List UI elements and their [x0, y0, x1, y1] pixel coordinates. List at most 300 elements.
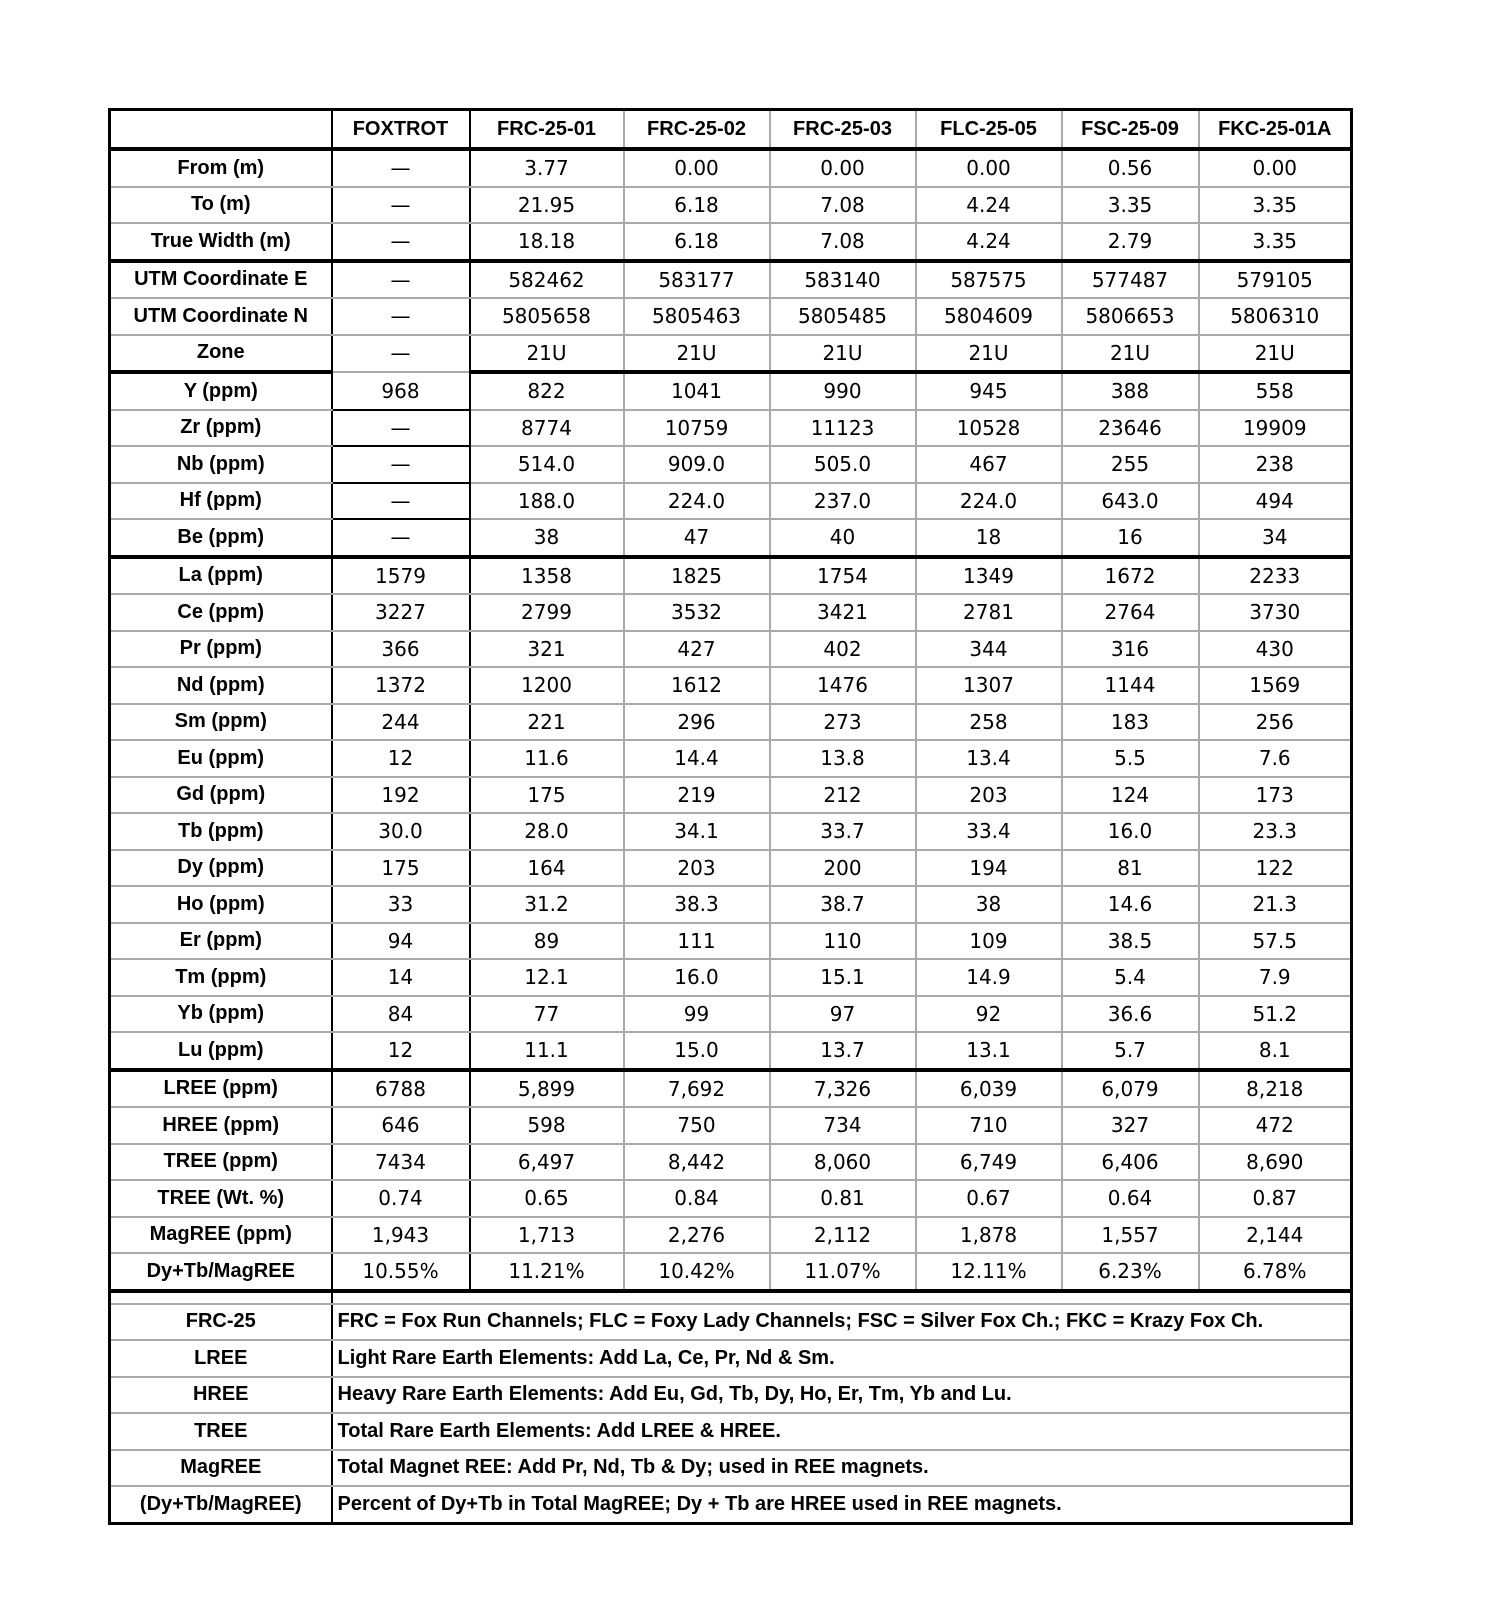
cell-value: 430	[1199, 631, 1352, 668]
row-label: Hf (ppm)	[110, 483, 332, 520]
cell-value: 8774	[470, 410, 624, 447]
cell-value: 472	[1199, 1107, 1352, 1144]
cell-value: 40	[770, 519, 916, 557]
column-header: FRC-25-02	[624, 110, 770, 150]
legend-definition: Percent of Dy+Tb in Total MagREE; Dy + Tb are HREE used in REE magnets.	[332, 1486, 1352, 1523]
row-label: LREE (ppm)	[110, 1070, 332, 1108]
assay-results-sheet	[108, 108, 1353, 1525]
cell-value: 7.6	[1199, 740, 1352, 777]
row-label: Pr (ppm)	[110, 631, 332, 668]
cell-value: 97	[770, 996, 916, 1033]
column-header: FKC-25-01A	[1199, 110, 1352, 150]
row-label: Nd (ppm)	[110, 667, 332, 704]
cell-value: 11.07%	[770, 1253, 916, 1291]
row-label: Zr (ppm)	[110, 410, 332, 447]
cell-value: 1372	[332, 667, 470, 704]
cell-value: 327	[1062, 1107, 1199, 1144]
cell-value: 7.08	[770, 187, 916, 224]
row-label: TREE (ppm)	[110, 1144, 332, 1181]
cell-value: 316	[1062, 631, 1199, 668]
cell-value: 0.67	[916, 1180, 1062, 1217]
cell-value: 194	[916, 850, 1062, 887]
cell-value: 99	[624, 996, 770, 1033]
cell-value: 1144	[1062, 667, 1199, 704]
cell-value: 7434	[332, 1144, 470, 1181]
cell-value: 427	[624, 631, 770, 668]
cell-value: 224.0	[916, 483, 1062, 520]
spacer-cell	[332, 1291, 1352, 1304]
cell-value: 36.6	[1062, 996, 1199, 1033]
table-row	[110, 298, 1352, 335]
cell-value: 5806310	[1199, 298, 1352, 335]
row-label: Be (ppm)	[110, 519, 332, 557]
cell-value: 224.0	[624, 483, 770, 520]
cell-value: 57.5	[1199, 923, 1352, 960]
cell-value: 12.11%	[916, 1253, 1062, 1291]
cell-value: 5805485	[770, 298, 916, 335]
cell-value: 31.2	[470, 886, 624, 923]
row-label: Dy (ppm)	[110, 850, 332, 887]
cell-value: 21U	[470, 335, 624, 373]
cell-value: 13.4	[916, 740, 1062, 777]
cell-value: 1200	[470, 667, 624, 704]
cell-value: 2781	[916, 594, 1062, 631]
table-row	[110, 704, 1352, 741]
table-row	[110, 410, 1352, 447]
cell-value: 577487	[1062, 261, 1199, 299]
cell-value: 0.64	[1062, 1180, 1199, 1217]
cell-value: 3532	[624, 594, 770, 631]
cell-value: 582462	[470, 261, 624, 299]
table-row	[110, 1032, 1352, 1070]
cell-value: 81	[1062, 850, 1199, 887]
cell-value: 750	[624, 1107, 770, 1144]
table-row	[110, 446, 1352, 483]
cell-value: —	[332, 298, 470, 335]
row-label: Lu (ppm)	[110, 1032, 332, 1070]
cell-value: 1,557	[1062, 1217, 1199, 1254]
legend-row	[110, 1450, 1352, 1487]
cell-value: 47	[624, 519, 770, 557]
cell-value: 7,326	[770, 1070, 916, 1108]
cell-value: 84	[332, 996, 470, 1033]
cell-value: 296	[624, 704, 770, 741]
cell-value: 237.0	[770, 483, 916, 520]
cell-value: 2,276	[624, 1217, 770, 1254]
cell-value: 203	[624, 850, 770, 887]
cell-value: 1825	[624, 557, 770, 595]
cell-value: 646	[332, 1107, 470, 1144]
cell-value: 0.00	[770, 149, 916, 187]
spacer-row	[110, 1291, 1352, 1304]
cell-value: 33	[332, 886, 470, 923]
cell-value: 23646	[1062, 410, 1199, 447]
cell-value: 0.65	[470, 1180, 624, 1217]
cell-value: 238	[1199, 446, 1352, 483]
cell-value: 110	[770, 923, 916, 960]
cell-value: 175	[470, 777, 624, 814]
cell-value: 192	[332, 777, 470, 814]
cell-value: 175	[332, 850, 470, 887]
column-header: FSC-25-09	[1062, 110, 1199, 150]
cell-value: 13.8	[770, 740, 916, 777]
cell-value: 21U	[770, 335, 916, 373]
cell-value: 1476	[770, 667, 916, 704]
cell-value: 4.24	[916, 187, 1062, 224]
cell-value: 6.78%	[1199, 1253, 1352, 1291]
row-label: Eu (ppm)	[110, 740, 332, 777]
cell-value: 3.77	[470, 149, 624, 187]
cell-value: 2.79	[1062, 223, 1199, 261]
cell-value: 1579	[332, 557, 470, 595]
column-header: FOXTROT	[332, 110, 470, 150]
cell-value: 38.5	[1062, 923, 1199, 960]
cell-value: 3730	[1199, 594, 1352, 631]
cell-value: 89	[470, 923, 624, 960]
cell-value: 8,218	[1199, 1070, 1352, 1108]
cell-value: —	[332, 223, 470, 261]
legend-definition: Heavy Rare Earth Elements: Add Eu, Gd, Tb, Dy, Ho, Er, Tm, Yb and Lu.	[332, 1377, 1352, 1414]
column-header: FRC-25-03	[770, 110, 916, 150]
table-row	[110, 813, 1352, 850]
cell-value: 18	[916, 519, 1062, 557]
row-label: UTM Coordinate N	[110, 298, 332, 335]
cell-value: 8.1	[1199, 1032, 1352, 1070]
cell-value: 1307	[916, 667, 1062, 704]
cell-value: 13.7	[770, 1032, 916, 1070]
cell-value: 321	[470, 631, 624, 668]
cell-value: 219	[624, 777, 770, 814]
cell-value: 1612	[624, 667, 770, 704]
cell-value: 221	[470, 704, 624, 741]
table-row	[110, 667, 1352, 704]
cell-value: 14.9	[916, 959, 1062, 996]
cell-value: 173	[1199, 777, 1352, 814]
table-row	[110, 594, 1352, 631]
cell-value: 0.56	[1062, 149, 1199, 187]
row-label: Sm (ppm)	[110, 704, 332, 741]
cell-value: 1358	[470, 557, 624, 595]
cell-value: 11123	[770, 410, 916, 447]
cell-value: 19909	[1199, 410, 1352, 447]
cell-value: 5806653	[1062, 298, 1199, 335]
cell-value: 51.2	[1199, 996, 1352, 1033]
cell-value: 344	[916, 631, 1062, 668]
legend-row	[110, 1340, 1352, 1377]
cell-value: 1,713	[470, 1217, 624, 1254]
cell-value: 15.0	[624, 1032, 770, 1070]
cell-value: 5,899	[470, 1070, 624, 1108]
cell-value: 12	[332, 1032, 470, 1070]
cell-value: 21U	[1199, 335, 1352, 373]
table-row	[110, 1070, 1352, 1108]
cell-value: 12.1	[470, 959, 624, 996]
cell-value: 583140	[770, 261, 916, 299]
cell-value: 21.95	[470, 187, 624, 224]
cell-value: 909.0	[624, 446, 770, 483]
legend-definition: Total Rare Earth Elements: Add LREE & HREE.	[332, 1413, 1352, 1450]
cell-value: 77	[470, 996, 624, 1033]
table-row	[110, 631, 1352, 668]
cell-value: —	[332, 446, 470, 483]
cell-value: 0.00	[1199, 149, 1352, 187]
cell-value: 14.4	[624, 740, 770, 777]
spacer-cell	[110, 1291, 332, 1304]
row-label: Y (ppm)	[110, 372, 332, 410]
legend-row	[110, 1304, 1352, 1341]
cell-value: 2,112	[770, 1217, 916, 1254]
cell-value: 558	[1199, 372, 1352, 410]
row-label: Tb (ppm)	[110, 813, 332, 850]
row-label: Ho (ppm)	[110, 886, 332, 923]
cell-value: 188.0	[470, 483, 624, 520]
cell-value: 583177	[624, 261, 770, 299]
cell-value: 1349	[916, 557, 1062, 595]
cell-value: 5.5	[1062, 740, 1199, 777]
cell-value: 366	[332, 631, 470, 668]
cell-value: 21U	[624, 335, 770, 373]
assay-table	[108, 108, 1353, 1525]
legend-definition: FRC = Fox Run Channels; FLC = Foxy Lady Channels; FSC = Silver Fox Ch.; FKC = Krazy Fox Ch.	[332, 1304, 1352, 1341]
cell-value: 6,406	[1062, 1144, 1199, 1181]
legend-row	[110, 1486, 1352, 1523]
table-row	[110, 886, 1352, 923]
table-row	[110, 261, 1352, 299]
row-label: Gd (ppm)	[110, 777, 332, 814]
cell-value: 1,943	[332, 1217, 470, 1254]
cell-value: 255	[1062, 446, 1199, 483]
cell-value: 0.00	[624, 149, 770, 187]
cell-value: —	[332, 261, 470, 299]
cell-value: 34	[1199, 519, 1352, 557]
cell-value: 11.1	[470, 1032, 624, 1070]
row-label: TREE (Wt. %)	[110, 1180, 332, 1217]
cell-value: 494	[1199, 483, 1352, 520]
header-row	[110, 110, 1352, 150]
cell-value: 968	[332, 372, 470, 410]
legend-term: FRC-25	[110, 1304, 332, 1341]
table-row	[110, 1217, 1352, 1254]
cell-value: 10528	[916, 410, 1062, 447]
row-label: Tm (ppm)	[110, 959, 332, 996]
row-label: UTM Coordinate E	[110, 261, 332, 299]
cell-value: 183	[1062, 704, 1199, 741]
cell-value: 3.35	[1199, 187, 1352, 224]
cell-value: 5804609	[916, 298, 1062, 335]
cell-value: 16.0	[624, 959, 770, 996]
cell-value: —	[332, 410, 470, 447]
cell-value: 1569	[1199, 667, 1352, 704]
cell-value: 5.7	[1062, 1032, 1199, 1070]
table-row	[110, 483, 1352, 520]
cell-value: 6,497	[470, 1144, 624, 1181]
table-row	[110, 996, 1352, 1033]
cell-value: —	[332, 187, 470, 224]
cell-value: 8,060	[770, 1144, 916, 1181]
row-label: Yb (ppm)	[110, 996, 332, 1033]
cell-value: 587575	[916, 261, 1062, 299]
cell-value: 7.08	[770, 223, 916, 261]
table-row	[110, 1253, 1352, 1291]
cell-value: 6.18	[624, 223, 770, 261]
table-row	[110, 740, 1352, 777]
header-corner	[110, 110, 332, 150]
cell-value: 2764	[1062, 594, 1199, 631]
cell-value: 258	[916, 704, 1062, 741]
cell-value: 5.4	[1062, 959, 1199, 996]
cell-value: 2233	[1199, 557, 1352, 595]
cell-value: 13.1	[916, 1032, 1062, 1070]
cell-value: 643.0	[1062, 483, 1199, 520]
table-row	[110, 777, 1352, 814]
cell-value: —	[332, 335, 470, 373]
cell-value: 33.7	[770, 813, 916, 850]
cell-value: 467	[916, 446, 1062, 483]
cell-value: 94	[332, 923, 470, 960]
cell-value: 1754	[770, 557, 916, 595]
legend-row	[110, 1377, 1352, 1414]
cell-value: 34.1	[624, 813, 770, 850]
cell-value: 203	[916, 777, 1062, 814]
cell-value: 505.0	[770, 446, 916, 483]
cell-value: 11.21%	[470, 1253, 624, 1291]
cell-value: 16	[1062, 519, 1199, 557]
cell-value: 6.23%	[1062, 1253, 1199, 1291]
cell-value: 734	[770, 1107, 916, 1144]
table-row	[110, 1107, 1352, 1144]
cell-value: 6,079	[1062, 1070, 1199, 1108]
row-label: Ce (ppm)	[110, 594, 332, 631]
table-row	[110, 372, 1352, 410]
cell-value: 2,144	[1199, 1217, 1352, 1254]
cell-value: 14	[332, 959, 470, 996]
cell-value: 21.3	[1199, 886, 1352, 923]
cell-value: 28.0	[470, 813, 624, 850]
row-label: To (m)	[110, 187, 332, 224]
row-label: Nb (ppm)	[110, 446, 332, 483]
cell-value: 990	[770, 372, 916, 410]
cell-value: 0.81	[770, 1180, 916, 1217]
cell-value: 10.42%	[624, 1253, 770, 1291]
cell-value: 0.74	[332, 1180, 470, 1217]
cell-value: 38	[470, 519, 624, 557]
cell-value: 33.4	[916, 813, 1062, 850]
legend-term: (Dy+Tb/MagREE)	[110, 1486, 332, 1523]
row-label: Dy+Tb/MagREE	[110, 1253, 332, 1291]
cell-value: 109	[916, 923, 1062, 960]
cell-value: 3.35	[1199, 223, 1352, 261]
cell-value: 388	[1062, 372, 1199, 410]
cell-value: 6.18	[624, 187, 770, 224]
legend-row	[110, 1413, 1352, 1450]
cell-value: 21U	[916, 335, 1062, 373]
cell-value: 92	[916, 996, 1062, 1033]
cell-value: 8,442	[624, 1144, 770, 1181]
table-row	[110, 1180, 1352, 1217]
legend-term: LREE	[110, 1340, 332, 1377]
cell-value: 945	[916, 372, 1062, 410]
cell-value: 10.55%	[332, 1253, 470, 1291]
table-row	[110, 1144, 1352, 1181]
cell-value: 0.84	[624, 1180, 770, 1217]
cell-value: 122	[1199, 850, 1352, 887]
table-row	[110, 187, 1352, 224]
cell-value: 273	[770, 704, 916, 741]
cell-value: 2799	[470, 594, 624, 631]
row-label: La (ppm)	[110, 557, 332, 595]
table-row	[110, 557, 1352, 595]
cell-value: 38	[916, 886, 1062, 923]
cell-value: 256	[1199, 704, 1352, 741]
cell-value: 7.9	[1199, 959, 1352, 996]
legend-definition: Light Rare Earth Elements: Add La, Ce, Pr, Nd & Sm.	[332, 1340, 1352, 1377]
row-label: Zone	[110, 335, 332, 373]
cell-value: 38.7	[770, 886, 916, 923]
cell-value: 514.0	[470, 446, 624, 483]
cell-value: 1672	[1062, 557, 1199, 595]
cell-value: 1041	[624, 372, 770, 410]
legend-term: TREE	[110, 1413, 332, 1450]
cell-value: 6788	[332, 1070, 470, 1108]
cell-value: 402	[770, 631, 916, 668]
cell-value: 10759	[624, 410, 770, 447]
legend-definition: Total Magnet REE: Add Pr, Nd, Tb & Dy; used in REE magnets.	[332, 1450, 1352, 1487]
cell-value: 18.18	[470, 223, 624, 261]
cell-value: 8,690	[1199, 1144, 1352, 1181]
cell-value: —	[332, 483, 470, 520]
cell-value: 598	[470, 1107, 624, 1144]
table-row	[110, 850, 1352, 887]
cell-value: 0.87	[1199, 1180, 1352, 1217]
row-label: MagREE (ppm)	[110, 1217, 332, 1254]
table-row	[110, 223, 1352, 261]
row-label: True Width (m)	[110, 223, 332, 261]
cell-value: 21U	[1062, 335, 1199, 373]
cell-value: 124	[1062, 777, 1199, 814]
cell-value: 11.6	[470, 740, 624, 777]
cell-value: 3227	[332, 594, 470, 631]
cell-value: 111	[624, 923, 770, 960]
cell-value: 6,749	[916, 1144, 1062, 1181]
legend-term: MagREE	[110, 1450, 332, 1487]
row-label: Er (ppm)	[110, 923, 332, 960]
cell-value: 5805463	[624, 298, 770, 335]
cell-value: 14.6	[1062, 886, 1199, 923]
cell-value: 164	[470, 850, 624, 887]
cell-value: 38.3	[624, 886, 770, 923]
column-header: FRC-25-01	[470, 110, 624, 150]
cell-value: 1,878	[916, 1217, 1062, 1254]
row-label: From (m)	[110, 149, 332, 187]
cell-value: 4.24	[916, 223, 1062, 261]
cell-value: 3.35	[1062, 187, 1199, 224]
cell-value: 244	[332, 704, 470, 741]
cell-value: 7,692	[624, 1070, 770, 1108]
cell-value: 16.0	[1062, 813, 1199, 850]
table-row	[110, 519, 1352, 557]
cell-value: 200	[770, 850, 916, 887]
row-label: HREE (ppm)	[110, 1107, 332, 1144]
table-row	[110, 335, 1352, 373]
cell-value: 30.0	[332, 813, 470, 850]
table-row	[110, 149, 1352, 187]
cell-value: —	[332, 519, 470, 557]
column-header: FLC-25-05	[916, 110, 1062, 150]
cell-value: 23.3	[1199, 813, 1352, 850]
table-row	[110, 959, 1352, 996]
cell-value: 15.1	[770, 959, 916, 996]
cell-value: —	[332, 149, 470, 187]
